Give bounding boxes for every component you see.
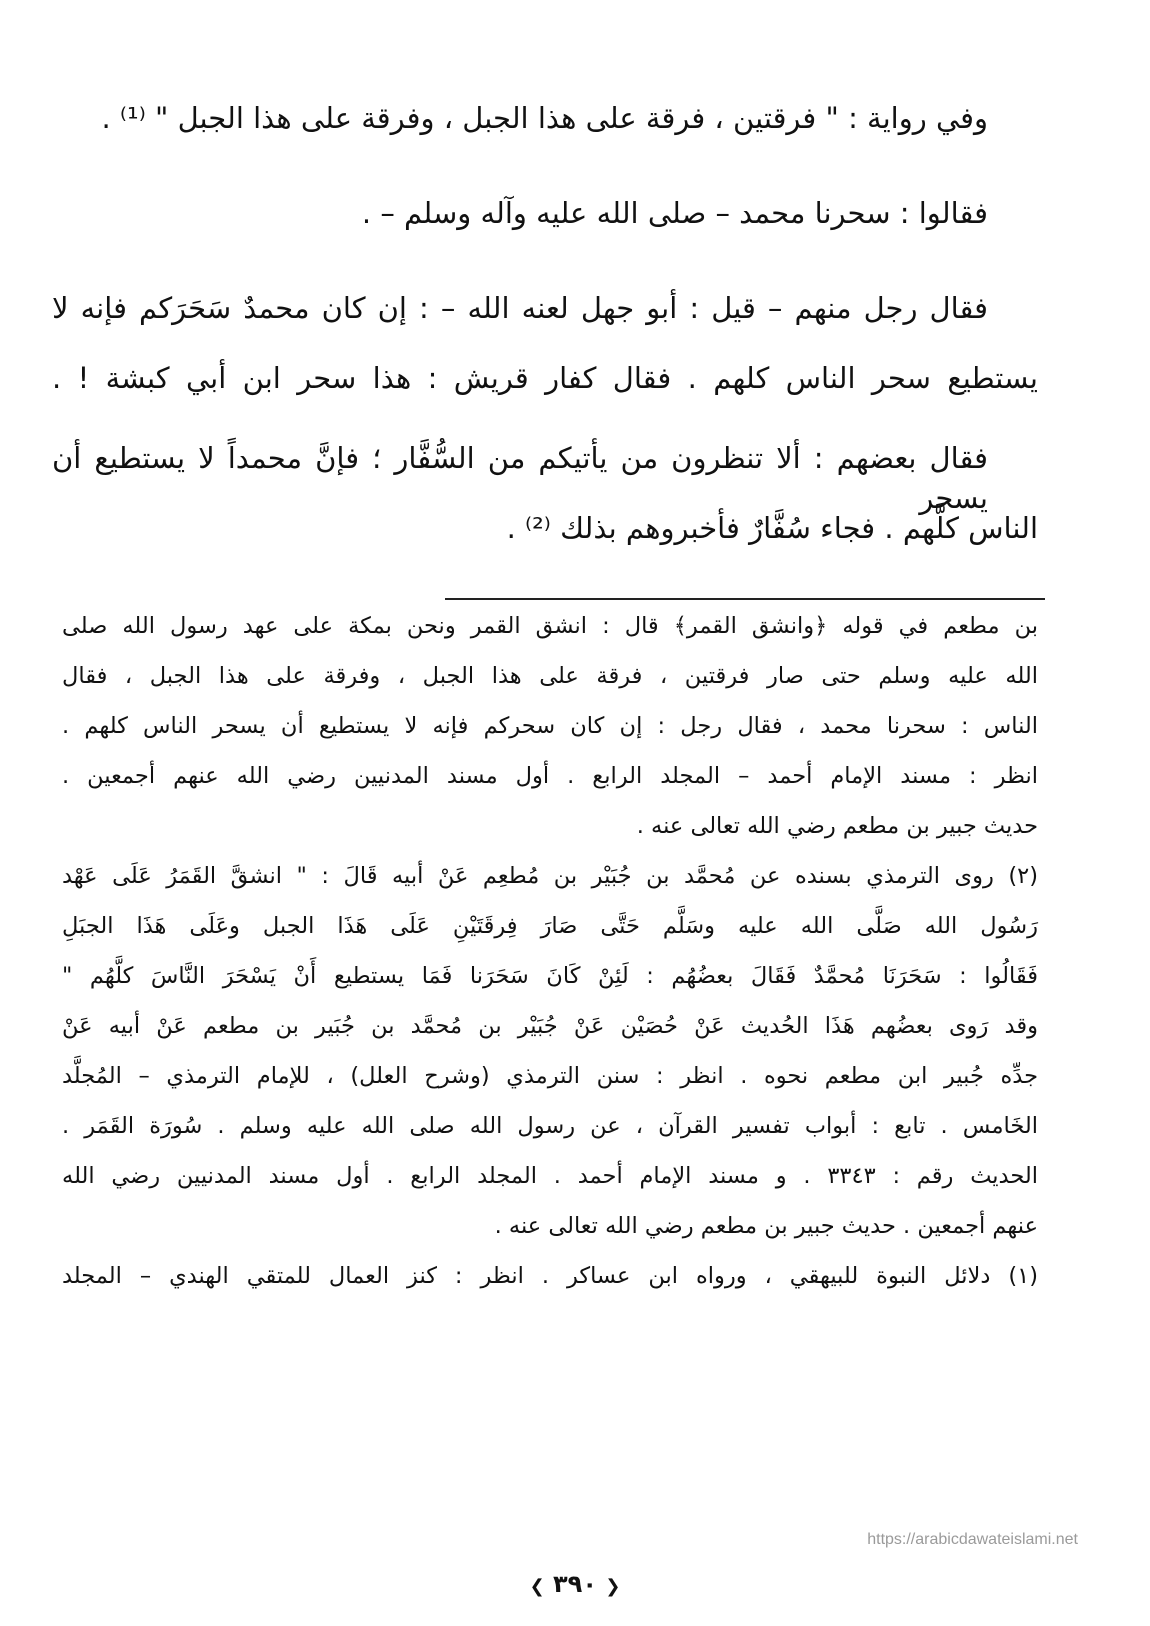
page-number: ٣٩٠ xyxy=(553,1570,597,1598)
footnote-separator xyxy=(445,598,1045,600)
watermark-url: https://arabicdawateislami.net xyxy=(867,1531,1078,1548)
footnote-line: رَسُول الله صَلَّى الله عليه وسَلَّم حَتَّى صَارَ فِرقَتَيْنِ عَلَى هَذَا الجبل وعَلَى هَذَا الجبَلِ xyxy=(62,913,1038,939)
page-number-ornament-left: ❮ xyxy=(529,1576,545,1597)
main-text-line-1: وفي رواية : " فرقتين ، فرقة على هذا الجبل ، وفرقة على هذا الجبل " ⁽¹⁾ . xyxy=(101,101,988,135)
footnote-line: الله عليه وسلم حتى صار فرقتين ، فرقة على هذا الجبل ، وفرقة على هذا الجبل ، فقال xyxy=(62,663,1038,689)
page-number-block xyxy=(0,1570,1150,1598)
footnote-line: الناس : سحرنا محمد ، فقال رجل : إن كان سحركم فإنه لا يستطيع أن يسحر الناس كلهم . xyxy=(62,713,1038,739)
footnote-line: الحديث رقم : ٣٣٤٣ . و مسند الإمام أحمد . المجلد الرابع . أول مسند المدنيين رضي الله xyxy=(62,1163,1038,1189)
page-number-ornament-right: ❯ xyxy=(605,1576,621,1597)
main-text-line-6: الناس كلَّهم . فجاء سُفَّارٌ فأخبروهم بذلك ⁽²⁾ . xyxy=(506,511,1038,545)
main-text-line-5: فقال بعضهم : ألا تنظرون من يأتيكم من السُّفَّار ؛ فإنَّ محمداً لا يستطيع أن يسحر xyxy=(52,441,988,515)
footnote-line: حديث جبير بن مطعم رضي الله تعالى عنه . xyxy=(636,813,1038,839)
footnote-line: (٢) روى الترمذي بسنده عن مُحمَّد بن جُبَيْر بن مُطعِم عَنْ أبيه قَالَ : " انشقَّ القَمَرُ عَلَى عَهْد xyxy=(62,863,1038,889)
main-text-line-3: فقال رجل منهم – قيل : أبو جهل لعنه الله – : إن كان محمدٌ سَحَرَكم فإنه لا xyxy=(52,291,988,325)
footnote-line: جدِّه جُبير ابن مطعم نحوه . انظر : سنن الترمذي (وشرح العلل) ، للإمام الترمذي – المُجلَّد xyxy=(62,1063,1038,1089)
footnote-line: وقد رَوى بعضُهم هَذَا الحُديث عَنْ حُصَيْن عَنْ جُبَيْر بن مُحمَّد بن جُبَير بن مطعم عَنْ أبيه عَنْ xyxy=(62,1013,1038,1039)
footnote-line: انظر : مسند الإمام أحمد – المجلد الرابع . أول مسند المدنيين رضي الله عنهم أجمعين . xyxy=(62,763,1038,789)
main-text-line-4: يستطيع سحر الناس كلهم . فقال كفار قريش : هذا سحر ابن أبي كبشة ! . xyxy=(52,361,1038,395)
footnote-line: (١) دلائل النبوة للبيهقي ، ورواه ابن عساكر . انظر : كنز العمال للمتقي الهندي – المجلد xyxy=(62,1263,1038,1289)
footnote-line: الخَامس . تابع : أبواب تفسير القرآن ، عن رسول الله صلى الله عليه وسلم . سُورَة القَمَر . xyxy=(62,1113,1038,1139)
main-text-line-2: فقالوا : سحرنا محمد – صلى الله عليه وآله وسلم – . xyxy=(361,196,988,230)
footnote-line: فَقَالُوا : سَحَرَنَا مُحمَّدٌ فَقَالَ بعضُهُم : لَئِنْ كَانَ سَحَرَنا فَمَا يستطيع أَنْ يَسْحَرَ النَّاسَ كلَّهُم " xyxy=(62,963,1038,989)
footnote-line: عنهم أجمعين . حديث جبير بن مطعم رضي الله تعالى عنه . xyxy=(494,1213,1038,1239)
footnote-line: بن مطعم في قوله ﴿وانشق القمر﴾ قال : انشق القمر ونحن بمكة على عهد رسول الله صلى xyxy=(62,613,1038,639)
